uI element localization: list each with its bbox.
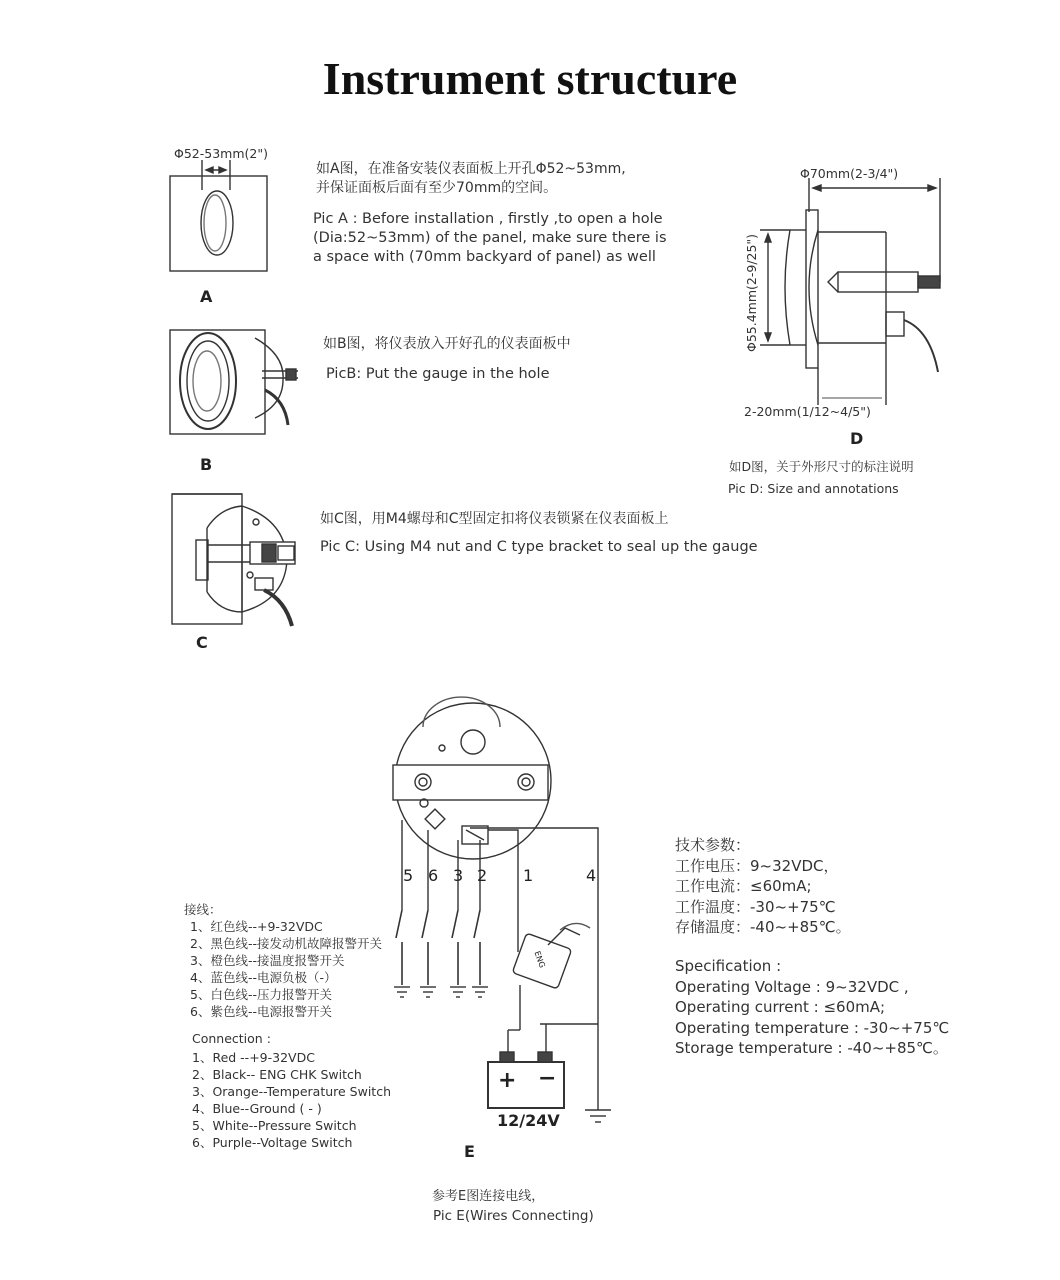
- page-title: Instrument structure: [322, 53, 738, 104]
- wire-number-3: 3: [453, 866, 464, 885]
- spec-cn-list: 技术参数： 工作电压：9~32VDC， 工作电流：≤60mA; 工作温度：-30~+75℃ 存储温度：-40~+85℃。: [675, 836, 851, 936]
- pic-d-drawing: [760, 178, 940, 405]
- pic-d-bottom-dimension: 2-20mm(1/12~4/5"): [744, 404, 871, 419]
- pic-a-dimension-label: Φ52-53mm(2"): [174, 146, 268, 161]
- pic-b-en-text: PicB: Put the gauge in the hole: [326, 366, 550, 382]
- spec-en-list: Specification : Operating Voltage : 9~32VDC , Operating current : ≤60mA; Operating temperature : -30~+75℃ Storage temperature : -40~+85℃。: [675, 957, 950, 1057]
- pic-d-side-dimension: Φ55.4mm(2-9/25"): [744, 233, 759, 352]
- wiring-en-list: Connection : 1、Red --+9-32VDC 2、Black-- ENG CHK Switch 3、Orange--Temperature Switch 4、Blue--Ground ( - ) 5、White--Pressure Switch 6、Purple--Voltage Switch: [192, 1031, 391, 1150]
- battery-plus: +: [498, 1068, 517, 1093]
- pic-d-top-dimension: Φ70mm(2-3/4"): [800, 166, 899, 181]
- pic-c-drawing: [172, 494, 295, 626]
- pic-e-en-text: Pic E(Wires Connecting): [433, 1208, 594, 1224]
- pic-d-label: D: [850, 429, 864, 448]
- pic-c-en-text: Pic C: Using M4 nut and C type bracket to seal up the gauge: [320, 539, 758, 555]
- pic-c-label: C: [196, 633, 208, 652]
- pic-d-en-text: Pic D: Size and annotations: [728, 481, 899, 496]
- pic-a-drawing: [170, 160, 267, 271]
- pic-e-drawing: [393, 697, 611, 1122]
- wire-number-1: 1: [523, 866, 534, 885]
- pic-a-en-text: Pic A : Before installation , firstly ,to open a hole (Dia:52~53mm) of the panel, make sure there is a space with (70mm backyard of panel) as well: [313, 211, 667, 265]
- pic-d-cn-text: 如D图，关于外形尺寸的标注说明: [729, 459, 914, 474]
- pic-b-label: B: [200, 455, 213, 474]
- wire-number-2: 2: [477, 866, 488, 885]
- wiring-cn-list: 接线： 1、红色线--+9-32VDC 2、黑色线--接发动机故障报警开关 3、橙色线--接温度报警开关 4、蓝色线--电源负极（-） 5、白色线--压力报警开关 6、紫色线--电源报警开关: [184, 902, 382, 1019]
- pic-b-drawing: [170, 330, 298, 434]
- pic-e-label: E: [464, 1142, 475, 1161]
- pic-c-cn-text: 如C图，用M4螺母和C型固定扣将仪表锁紧在仪表面板上: [320, 511, 669, 527]
- battery-voltage-label: 12/24V: [497, 1111, 560, 1130]
- wire-number-6: 6: [428, 866, 439, 885]
- pic-a-label: A: [200, 287, 213, 306]
- wire-number-5: 5: [403, 866, 414, 885]
- ignition-switch-label: ENG: [532, 949, 547, 970]
- pic-b-cn-text: 如B图，将仪表放入开好孔的仪表面板中: [323, 336, 571, 352]
- wire-number-4: 4: [586, 866, 597, 885]
- pic-e-cn-text: 参考E图连接电线，: [432, 1189, 545, 1204]
- pic-a-cn-text: 如A图，在准备安装仪表面板上开孔Φ52~53mm, 并保证面板后面有至少70mm的空间。: [316, 161, 626, 196]
- battery-minus: −: [538, 1066, 557, 1091]
